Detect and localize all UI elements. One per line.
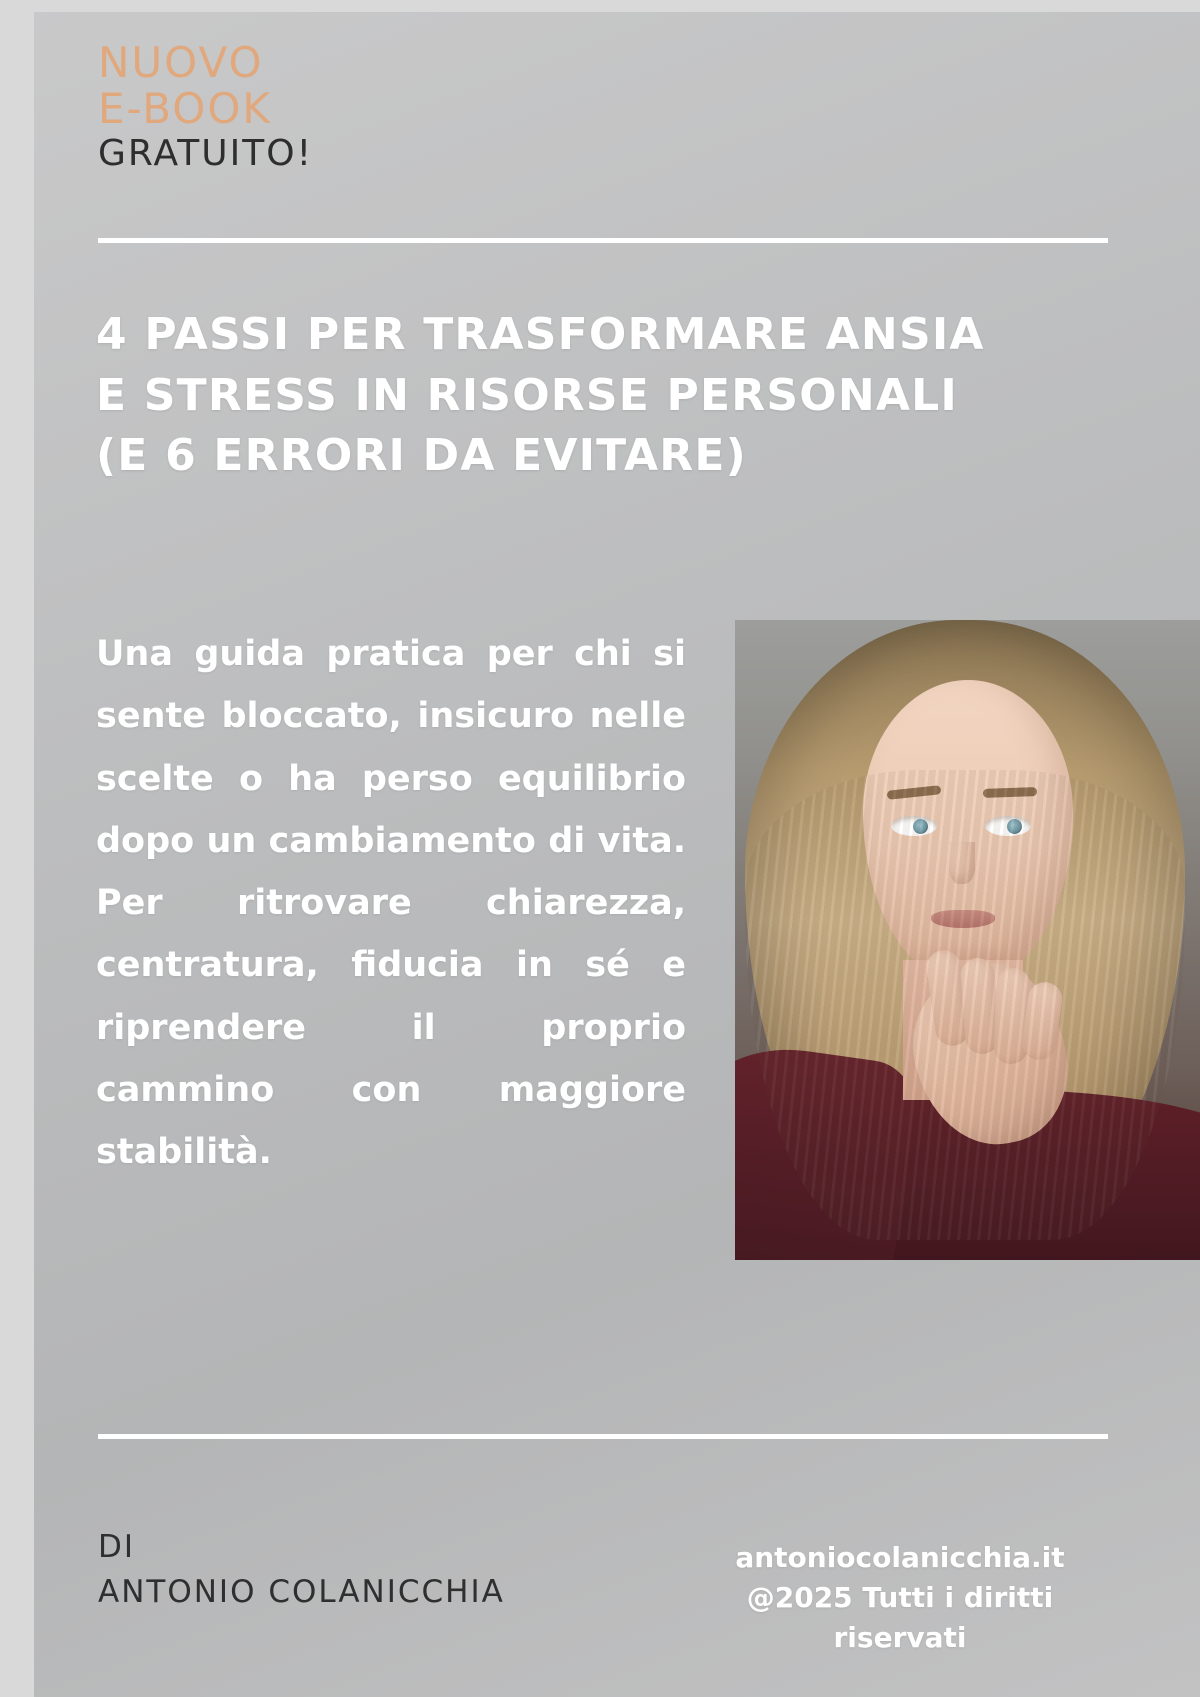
author-photo	[735, 620, 1200, 1260]
page-title	[96, 305, 1056, 487]
website-url: antoniocolanicchia.it	[735, 1541, 1065, 1574]
title-line-3: (E 6 ERRORI DA EVITARE)	[96, 430, 747, 482]
hair-strands-shape	[745, 770, 1185, 1240]
title-line-2: E STRESS IN RISORSE PERSONALI	[96, 369, 958, 421]
author-prefix: DI	[98, 1529, 136, 1565]
title-line-1: 4 PASSI PER TRASFORMARE ANSIA	[96, 309, 985, 360]
divider-top	[98, 238, 1108, 243]
copyright-notice: @2025 Tutti i diritti riservati	[746, 1580, 1054, 1654]
footer-meta	[680, 1538, 1120, 1657]
eyebrow-line-gratuito: GRATUITO!	[98, 133, 313, 174]
eyebrow-block	[98, 38, 313, 174]
divider-bottom	[98, 1434, 1108, 1439]
author-credit	[98, 1525, 505, 1615]
eyebrow-line-nuovo: NUOVO	[98, 38, 264, 87]
author-name: ANTONIO COLANICCHIA	[98, 1573, 505, 1610]
eyebrow-line-ebook: E-BOOK	[98, 84, 272, 133]
lead-paragraph: Una guida pratica per chi si sente bloccato, insicuro nelle scelte o ha perso equilibrio dopo un cambiamento di vita. Per ritrovare chiarezza, centratura, fiducia in sé e riprendere il proprio cammino con maggiore stabilità.	[96, 634, 686, 1173]
